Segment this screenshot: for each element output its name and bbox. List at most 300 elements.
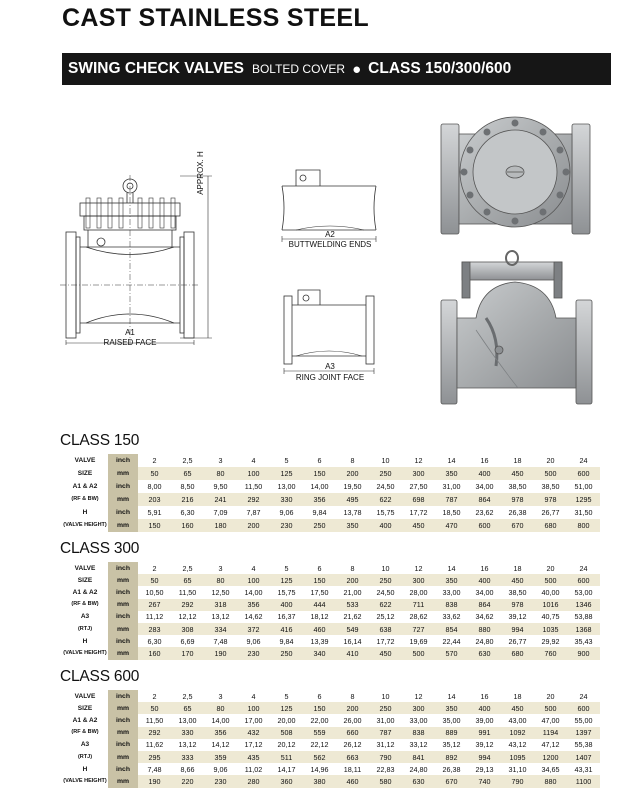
table-cell: 18,12 <box>310 612 329 622</box>
table-cell: 663 <box>336 751 369 763</box>
table-cell: 20,00 <box>277 715 296 725</box>
table-cell: 26,77 <box>508 636 527 646</box>
table-cell: 3 <box>218 563 223 573</box>
unit-cell: inch <box>108 454 138 467</box>
unit-cell: mm <box>108 519 138 532</box>
table-cell: 880 <box>468 623 501 635</box>
table-cell: 7,09 <box>213 508 228 517</box>
table-cell: 24,50 <box>376 482 395 491</box>
row-label: (VALVE HEIGHT) <box>63 522 107 528</box>
table-cell: 495 <box>336 493 369 506</box>
table-cell: 21,62 <box>343 612 362 622</box>
table-cell: 18 <box>513 456 522 465</box>
table-cell: 19,50 <box>343 482 362 491</box>
table-cell: 160 <box>171 519 204 532</box>
table-cell: 300 <box>402 574 435 586</box>
table-cell: 17,00 <box>244 715 263 725</box>
table-cell: 33,00 <box>442 587 461 597</box>
table-cell: 2 <box>152 563 157 573</box>
table-cell: 17,50 <box>310 587 329 597</box>
table-cell: 16 <box>480 691 489 701</box>
table-cell: 3 <box>218 456 223 465</box>
table-cell: 14,00 <box>244 587 263 597</box>
table-row <box>62 599 600 611</box>
table-cell: 23,62 <box>475 508 494 517</box>
table-cell: 680 <box>534 519 567 532</box>
table-cell: 460 <box>303 623 336 635</box>
table-row <box>62 611 600 623</box>
table-cell: 50 <box>138 467 171 480</box>
table-cell: 570 <box>435 647 468 659</box>
table-row <box>62 763 600 775</box>
table-cell: 31,10 <box>508 764 527 774</box>
table-cell: 450 <box>501 467 534 480</box>
table-cell: 292 <box>237 493 270 506</box>
table-cell: 8,50 <box>180 482 195 491</box>
table-cell: 580 <box>369 775 402 787</box>
table-cell: 350 <box>435 574 468 586</box>
table-row <box>62 562 600 574</box>
table-cell: 15,75 <box>277 587 296 597</box>
row-label: H <box>82 637 88 645</box>
table-cell: 150 <box>303 574 336 586</box>
table-cell: 359 <box>204 751 237 763</box>
table-row <box>62 623 600 635</box>
table-cell: 698 <box>402 493 435 506</box>
table-cell: 38,50 <box>541 482 560 491</box>
table-cell: 283 <box>138 623 171 635</box>
table-cell: 18,11 <box>343 764 362 774</box>
row-label: A1 & A2 <box>72 483 98 490</box>
table-cell: 20,12 <box>277 740 296 750</box>
table-cell: 1295 <box>567 493 600 506</box>
row-label: (RF & BW) <box>71 601 99 608</box>
table-cell: 3 <box>218 691 223 701</box>
table-cell: 43,12 <box>508 740 527 750</box>
table-cell: 80 <box>204 702 237 714</box>
unit-cell: mm <box>108 623 138 635</box>
table-cell: 8,00 <box>147 482 162 491</box>
table-cell: 4 <box>251 456 256 465</box>
table-cell: 15,75 <box>376 508 395 517</box>
table-cell: 841 <box>402 751 435 763</box>
banner-bullet: ● <box>352 60 362 78</box>
table-cell: 13,78 <box>343 508 362 517</box>
table-cell: 333 <box>171 751 204 763</box>
table-cell: 4 <box>251 691 256 701</box>
table-row <box>62 454 600 467</box>
table-cell: 340 <box>303 647 336 659</box>
row-label: H <box>82 765 88 773</box>
table-cell: 24 <box>579 456 588 465</box>
table-cell: 500 <box>402 647 435 659</box>
raised-face-label: RAISED FACE <box>103 338 157 347</box>
table-cell: 65 <box>171 702 204 714</box>
table-cell: 600 <box>567 574 600 586</box>
table-cell: 100 <box>237 467 270 480</box>
banner-product: SWING CHECK VALVES <box>68 60 244 77</box>
table-cell: 250 <box>369 574 402 586</box>
table-cell: 330 <box>171 727 204 739</box>
table-cell: 14,12 <box>211 740 230 750</box>
table-cell: 1016 <box>534 599 567 611</box>
table-row <box>62 739 600 751</box>
table-row <box>62 480 600 493</box>
table-row <box>62 519 600 532</box>
row-label: H <box>82 509 88 516</box>
table-cell: 14,62 <box>244 612 263 622</box>
table-cell: 2,5 <box>182 456 193 465</box>
row-label: SIZE <box>77 470 93 477</box>
table-cell: 292 <box>171 599 204 611</box>
row-label: (RF & BW) <box>71 729 99 736</box>
table-cell: 267 <box>138 599 171 611</box>
valve-side-render <box>441 251 592 404</box>
table-cell: 500 <box>534 702 567 714</box>
table-cell: 978 <box>501 599 534 611</box>
table-row <box>62 775 600 787</box>
page-title: CAST STAINLESS STEEL <box>62 4 369 32</box>
table-cell: 39,12 <box>475 740 494 750</box>
table-cell: 31,00 <box>376 715 395 725</box>
table-cell: 203 <box>138 493 171 506</box>
table-cell: 838 <box>402 727 435 739</box>
table-cell: 5 <box>284 691 289 701</box>
table-cell: 150 <box>303 702 336 714</box>
table-cell: 26,12 <box>343 740 362 750</box>
table-cell: 978 <box>501 493 534 506</box>
table-cell: 220 <box>171 775 204 787</box>
table-cell: 100 <box>237 574 270 586</box>
table-cell: 55,38 <box>574 740 593 750</box>
table-cell: 4 <box>251 563 256 573</box>
table-cell: 7,87 <box>246 508 261 517</box>
unit-cell: mm <box>108 574 138 586</box>
row-label: A1 & A2 <box>72 716 98 724</box>
table-cell: 435 <box>237 751 270 763</box>
table-cell: 444 <box>303 599 336 611</box>
table-cell: 790 <box>369 751 402 763</box>
table-cell: 18 <box>513 563 522 573</box>
table-cell: 508 <box>270 727 303 739</box>
table-cell: 10 <box>381 691 390 701</box>
row-label: (VALVE HEIGHT) <box>63 649 107 656</box>
unit-cell: inch <box>108 562 138 574</box>
unit-cell: inch <box>108 763 138 775</box>
table-cell: 622 <box>369 599 402 611</box>
table-cell: 295 <box>138 751 171 763</box>
table-cell: 39,00 <box>475 715 494 725</box>
table-cell: 6 <box>317 456 322 465</box>
table-cell: 14,96 <box>310 764 329 774</box>
raised-face-drawing <box>60 175 212 345</box>
table-row <box>62 586 600 598</box>
table-cell: 33,00 <box>409 715 428 725</box>
table-cell: 6,69 <box>180 636 195 646</box>
table-cell: 864 <box>468 599 501 611</box>
table-cell: 31,12 <box>376 740 395 750</box>
table-cell: 34,00 <box>475 482 494 491</box>
table-cell: 16 <box>480 456 489 465</box>
table-cell: 13,39 <box>310 636 329 646</box>
table-cell: 170 <box>171 647 204 659</box>
table-cell: 200 <box>336 702 369 714</box>
table-cell: 5 <box>284 456 289 465</box>
class-300-table <box>62 562 600 660</box>
row-label: A3 <box>80 613 90 621</box>
table-cell: 6 <box>317 563 322 573</box>
table-cell: 200 <box>336 574 369 586</box>
a3-label: A3 <box>325 362 335 371</box>
table-cell: 292 <box>138 727 171 739</box>
row-label: (RTJ) <box>77 753 93 760</box>
table-cell: 470 <box>435 519 468 532</box>
table-cell: 416 <box>270 623 303 635</box>
table-cell: 350 <box>435 702 468 714</box>
table-cell: 16 <box>480 563 489 573</box>
table-cell: 8,66 <box>180 764 195 774</box>
table-cell: 400 <box>369 519 402 532</box>
table-cell: 11,50 <box>244 482 263 491</box>
table-cell: 29,13 <box>475 764 494 774</box>
table-cell: 1346 <box>567 599 600 611</box>
table-cell: 400 <box>468 574 501 586</box>
table-cell: 21,00 <box>343 587 362 597</box>
table-row <box>62 751 600 763</box>
table-cell: 6,30 <box>180 508 195 517</box>
table-cell: 9,84 <box>279 636 294 646</box>
table-cell: 562 <box>303 751 336 763</box>
table-cell: 38,50 <box>508 482 527 491</box>
table-cell: 13,12 <box>178 740 197 750</box>
table-cell: 450 <box>501 702 534 714</box>
table-row <box>62 467 600 480</box>
table-cell: 740 <box>468 775 501 787</box>
table-cell: 26,00 <box>343 715 362 725</box>
table-cell: 250 <box>369 467 402 480</box>
table-cell: 9,84 <box>312 508 327 517</box>
table-cell: 47,00 <box>541 715 560 725</box>
table-cell: 372 <box>237 623 270 635</box>
table-cell: 150 <box>303 467 336 480</box>
table-cell: 18,50 <box>442 508 461 517</box>
unit-cell: mm <box>108 702 138 714</box>
table-cell: 80 <box>204 467 237 480</box>
unit-cell: mm <box>108 727 138 739</box>
table-row <box>62 727 600 739</box>
table-cell: 160 <box>138 647 171 659</box>
unit-cell: inch <box>108 739 138 751</box>
table-cell: 10 <box>381 456 390 465</box>
unit-cell: mm <box>108 599 138 611</box>
table-cell: 250 <box>369 702 402 714</box>
table-cell: 241 <box>204 493 237 506</box>
table-cell: 53,00 <box>574 587 593 597</box>
table-cell: 11,50 <box>145 715 164 725</box>
table-cell: 1200 <box>534 751 567 763</box>
table-cell: 65 <box>171 574 204 586</box>
table-cell: 34,65 <box>541 764 560 774</box>
table-cell: 8 <box>350 456 355 465</box>
table-cell: 13,00 <box>277 482 296 491</box>
table-cell: 360 <box>270 775 303 787</box>
table-cell: 40,00 <box>541 587 560 597</box>
a1-label: A1 <box>125 328 135 337</box>
table-cell: 22,12 <box>310 740 329 750</box>
table-cell: 880 <box>534 775 567 787</box>
table-cell: 1095 <box>501 751 534 763</box>
table-cell: 790 <box>501 775 534 787</box>
table-cell: 27,50 <box>409 482 428 491</box>
table-cell: 670 <box>435 775 468 787</box>
unit-cell: mm <box>108 775 138 787</box>
table-row <box>62 493 600 506</box>
table-cell: 11,12 <box>145 612 164 622</box>
row-label: SIZE <box>77 704 93 712</box>
table-cell: 549 <box>336 623 369 635</box>
table-cell: 55,00 <box>574 715 593 725</box>
table-cell: 854 <box>435 623 468 635</box>
table-cell: 760 <box>534 647 567 659</box>
table-cell: 47,12 <box>541 740 560 750</box>
table-cell: 889 <box>435 727 468 739</box>
table-cell: 230 <box>204 775 237 787</box>
row-label: VALVE <box>74 457 96 464</box>
table-cell: 16,14 <box>343 636 362 646</box>
banner-class: CLASS 150/300/600 <box>368 60 512 77</box>
table-cell: 350 <box>435 467 468 480</box>
table-cell: 16,37 <box>277 612 296 622</box>
a2-label: A2 <box>325 230 335 239</box>
table-cell: 300 <box>402 702 435 714</box>
table-cell: 2,5 <box>182 691 193 701</box>
table-cell: 630 <box>402 775 435 787</box>
table-cell: 26,77 <box>541 508 560 517</box>
table-cell: 978 <box>534 493 567 506</box>
table-cell: 1407 <box>567 751 600 763</box>
table-cell: 356 <box>303 493 336 506</box>
table-cell: 80 <box>204 574 237 586</box>
table-cell: 660 <box>336 727 369 739</box>
table-cell: 460 <box>336 775 369 787</box>
class-300-title: CLASS 300 <box>60 540 140 557</box>
table-cell: 31,50 <box>574 508 593 517</box>
table-cell: 14,00 <box>310 482 329 491</box>
ring-joint-label: RING JOINT FACE <box>295 373 365 382</box>
table-cell: 356 <box>204 727 237 739</box>
table-cell: 40,75 <box>541 612 560 622</box>
approx-h-label: APPROX. H <box>196 151 205 195</box>
row-label: A3 <box>80 741 90 749</box>
unit-cell: inch <box>108 506 138 519</box>
class-150-table <box>62 454 600 532</box>
table-cell: 638 <box>369 623 402 635</box>
row-label: (RF & BW) <box>71 496 99 502</box>
unit-cell: inch <box>108 480 138 493</box>
table-cell: 20 <box>546 456 555 465</box>
table-cell: 7,48 <box>213 636 228 646</box>
table-cell: 1035 <box>534 623 567 635</box>
table-cell: 14 <box>447 563 456 573</box>
table-cell: 125 <box>270 702 303 714</box>
table-cell: 800 <box>567 519 600 532</box>
table-cell: 400 <box>468 467 501 480</box>
row-label: SIZE <box>77 576 93 584</box>
table-cell: 33,12 <box>409 740 428 750</box>
table-cell: 38,50 <box>508 587 527 597</box>
table-cell: 7,48 <box>147 764 162 774</box>
table-cell: 50 <box>138 574 171 586</box>
class-600-title: CLASS 600 <box>60 668 140 685</box>
table-cell: 838 <box>435 599 468 611</box>
table-cell: 24 <box>579 691 588 701</box>
table-row <box>62 714 600 726</box>
table-cell: 22,44 <box>442 636 461 646</box>
table-cell: 200 <box>237 519 270 532</box>
table-cell: 34,62 <box>475 612 494 622</box>
table-cell: 450 <box>369 647 402 659</box>
table-cell: 20 <box>546 563 555 573</box>
table-cell: 22,83 <box>376 764 395 774</box>
table-cell: 900 <box>567 647 600 659</box>
table-cell: 10 <box>381 563 390 573</box>
table-cell: 1100 <box>567 775 600 787</box>
table-cell: 400 <box>468 702 501 714</box>
table-cell: 356 <box>237 599 270 611</box>
table-cell: 727 <box>402 623 435 635</box>
table-cell: 150 <box>138 519 171 532</box>
table-cell: 308 <box>171 623 204 635</box>
table-cell: 670 <box>501 519 534 532</box>
table-cell: 450 <box>501 574 534 586</box>
table-cell: 39,12 <box>508 612 527 622</box>
table-cell: 18 <box>513 691 522 701</box>
unit-cell: inch <box>108 690 138 702</box>
unit-cell: mm <box>108 493 138 506</box>
table-cell: 5 <box>284 563 289 573</box>
table-row <box>62 702 600 714</box>
table-cell: 13,12 <box>211 612 230 622</box>
table-cell: 13,00 <box>178 715 197 725</box>
table-cell: 500 <box>534 467 567 480</box>
table-cell: 17,12 <box>244 740 263 750</box>
class-150-title: CLASS 150 <box>60 432 140 449</box>
table-cell: 334 <box>204 623 237 635</box>
table-cell: 24 <box>579 563 588 573</box>
banner-cover-type: BOLTED COVER <box>251 62 346 76</box>
table-cell: 24,80 <box>409 764 428 774</box>
table-cell: 51,00 <box>574 482 593 491</box>
table-cell: 65 <box>171 467 204 480</box>
table-cell: 9,50 <box>213 482 228 491</box>
buttwelding-label: BUTTWELDING ENDS <box>288 240 372 249</box>
unit-cell: inch <box>108 586 138 598</box>
table-cell: 559 <box>303 727 336 739</box>
table-cell: 26,38 <box>442 764 461 774</box>
table-cell: 432 <box>237 727 270 739</box>
table-cell: 2 <box>152 691 157 701</box>
table-cell: 994 <box>501 623 534 635</box>
table-cell: 9,06 <box>279 508 294 517</box>
table-cell: 600 <box>567 702 600 714</box>
table-cell: 318 <box>204 599 237 611</box>
table-cell: 43,31 <box>574 764 593 774</box>
table-cell: 300 <box>402 467 435 480</box>
table-cell: 400 <box>270 599 303 611</box>
table-cell: 622 <box>369 493 402 506</box>
table-cell: 787 <box>435 493 468 506</box>
table-cell: 1092 <box>501 727 534 739</box>
